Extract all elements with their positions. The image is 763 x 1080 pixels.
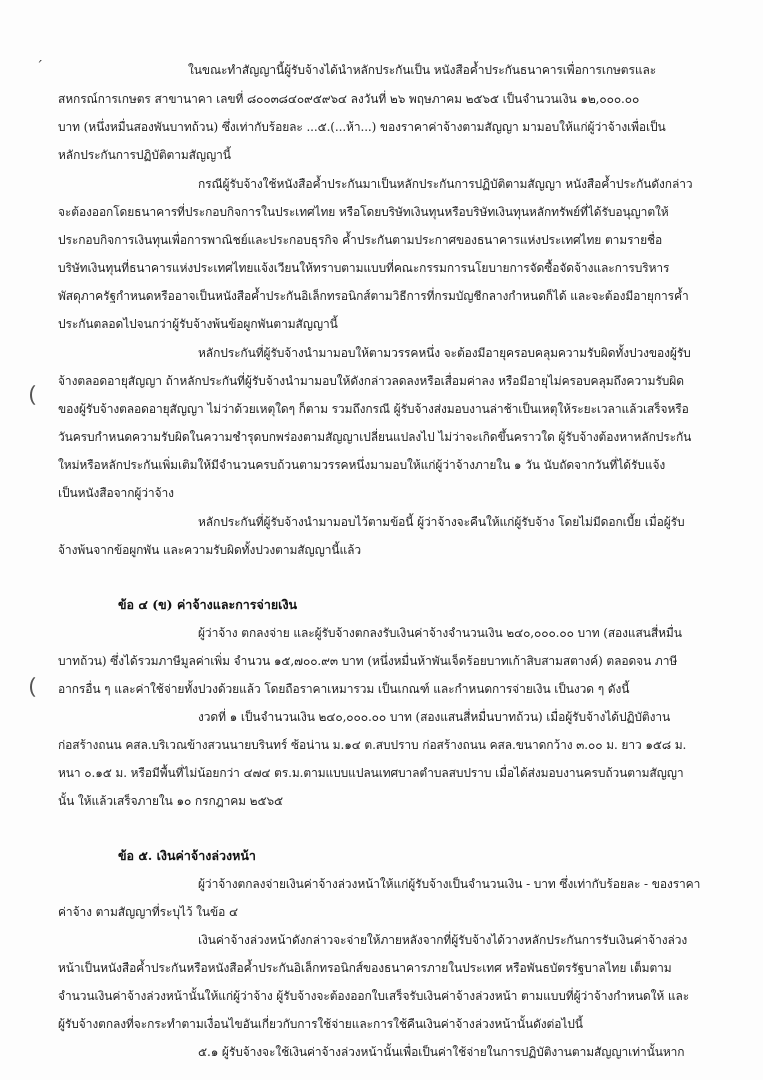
paragraph-3-line: ของผู้รับจ้างตลอดอายุสัญญา ไม่ว่าด้วยเหตุใดๆ ก็ตาม รวมถึงกรณี ผู้รับจ้างส่งมอบงานล่าช้าเป็นเหตุให้ระยะเวลาแล้วเสร็จหรือ	[58, 402, 689, 416]
paragraph-2-line: พัสดุภาครัฐกำหนดหรืออาจเป็นหนังสือค้ำประกันอิเล็กทรอนิกส์ตามวิธีการที่กรมบัญชีกลางกำหนดก็ได้ และจะต้องมีอายุการค้ำ	[58, 289, 689, 303]
paragraph-8-line: หน้าเป็นหนังสือค้ำประกันหรือหนังสือค้ำประกันอิเล็กทรอนิกส์ของธนาคารภายในประเทศ หรือพันธบัตรรัฐบาลไทย เต็มตาม	[58, 961, 672, 975]
paragraph-1-line: ในขณะทำสัญญานี้ผู้รับจ้างได้นำหลักประกันเป็น หนังสือค้ำประกันธนาคารเพื่อการเกษตรและ	[188, 63, 657, 77]
paragraph-9-line: ๕.๑ ผู้รับจ้างจะใช้เงินค่าจ้างล่วงหน้านั้นเพื่อเป็นค่าใช้จ่ายในการปฏิบัติงานตามสัญญาเท่านั้นหาก	[198, 1045, 685, 1059]
paragraph-1-line: หลักประกันการปฏิบัติตามสัญญานี้	[58, 148, 231, 162]
paragraph-4-line: จ้างพ้นจากข้อผูกพัน และความรับผิดทั้งปวงตามสัญญานี้แล้ว	[58, 543, 362, 557]
paragraph-3-line: วันครบกำหนดความรับผิดในความชำรุดบกพร่องตามสัญญาเปลี่ยนแปลงไป ไม่ว่าจะเกิดขึ้นคราวใด ผู้รับจ้างต้องหาหลักประกัน	[58, 430, 692, 444]
paragraph-1-line: สหกรณ์การเกษตร สาขานาคา เลขที่ ๘๐๐๓๘๔๐๙๕๙๖๔ ลงวันที่ ๒๖ พฤษภาคม ๒๕๖๕ เป็นจำนวนเงิน ๑๒,๐๐๐.๐๐	[58, 92, 640, 106]
section-heading-5: ข้อ ๕. เงินค่าจ้างล่วงหน้า	[118, 848, 256, 863]
punch-hole-lower	[30, 675, 48, 699]
paragraph-6-line: หนา ๐.๑๕ ม. หรือมีพื้นที่ไม่น้อยกว่า ๔๗๔ ตร.ม.ตามแบบแปลนเทศบาลตำบลสบปราบ เมื่อได้ส่งมอบงานครบถ้วนตามสัญญา	[58, 766, 684, 780]
paragraph-5-line: ผู้ว่าจ้าง ตกลงจ่าย และผู้รับจ้างตกลงรับเงินค่าจ้างจำนวนเงิน ๒๔๐,๐๐๐.๐๐ บาท (สองแสนสี่หมื่น	[198, 626, 682, 640]
paragraph-8-line: จำนวนเงินค่าจ้างล่วงหน้านั้นให้แก่ผู้ว่าจ้าง ผู้รับจ้างจะต้องออกใบเสร็จรับเงินค่าจ้างล่วงหน้า ตามแบบที่ผู้ว่าจ้างกำหนดให้ และ	[58, 989, 690, 1003]
paragraph-7-line: ผู้ว่าจ้างตกลงจ่ายเงินค่าจ้างล่วงหน้าให้แก่ผู้รับจ้างเป็นจำนวนเงิน - บาท ซึ่งเท่ากับร้อยละ - ของราคา	[198, 877, 701, 891]
paragraph-5-line: อากรอื่น ๆ และค่าใช้จ่ายทั้งปวงด้วยแล้ว โดยถือราคาเหมารวม เป็นเกณฑ์ และกำหนดการจ่ายเงิน เป็นงวด ๆ ดังนี้	[58, 682, 630, 696]
paragraph-2-line: กรณีผู้รับจ้างใช้หนังสือค้ำประกันมาเป็นหลักประกันการปฏิบัติตามสัญญา หนังสือค้ำประกันดังกล่าว	[198, 177, 693, 191]
paragraph-1-line: บาท (หนึ่งหมื่นสองพันบาทถ้วน) ซึ่งเท่ากับร้อยละ ...๕.(...ห้า...) ของราคาค่าจ้างตามสัญญา มามอบให้แก่ผู้ว่าจ้างเพื่อเป็น	[58, 120, 666, 134]
paragraph-2-line: จะต้องออกโดยธนาคารที่ประกอบกิจการในประเทศไทย หรือโดยบริษัทเงินทุนหรือบริษัทเงินทุนหลักทรัพย์ที่ได้รับอนุญาตให้	[58, 205, 669, 219]
paragraph-6-line: งวดที่ ๑ เป็นจำนวนเงิน ๒๔๐,๐๐๐.๐๐ บาท (สองแสนสี่หมื่นบาทถ้วน) เมื่อผู้รับจ้างได้ปฏิบัติงาน	[198, 710, 671, 724]
paragraph-7-line: ค่าจ้าง ตามสัญญาที่ระบุไว้ ในข้อ ๔	[58, 905, 238, 919]
paragraph-3-line: จ้างตลอดอายุสัญญา ถ้าหลักประกันที่ผู้รับจ้างนำมามอบให้ดังกล่าวลดลงหรือเสื่อมค่าลง หรือมีอายุไม่ครอบคลุมถึงความรับผิด	[58, 374, 684, 388]
punch-hole-upper	[30, 383, 48, 407]
paragraph-2-line: ประกอบกิจการเงินทุนเพื่อการพาณิชย์และประกอบธุรกิจ ค้ำประกันตามประกาศของธนาคารแห่งประเทศไทย ตามรายชื่อ	[58, 233, 663, 247]
paragraph-6-line: นั้น ให้แล้วเสร็จภายใน ๑๐ กรกฎาคม ๒๕๖๕	[58, 794, 283, 808]
paragraph-4-line: หลักประกันที่ผู้รับจ้างนำมามอบไว้ตามข้อนี้ ผู้ว่าจ้างจะคืนให้แก่ผู้รับจ้าง โดยไม่มีดอกเบี้ย เมื่อผู้รับ	[198, 515, 685, 529]
section-heading-4: ข้อ ๔ (ข) ค่าจ้างและการจ่ายเงิน	[118, 597, 298, 612]
paragraph-3-line: หลักประกันที่ผู้รับจ้างนำมามอบให้ตามวรรคหนึ่ง จะต้องมีอายุครอบคลุมความรับผิดทั้งปวงของผู้รับ	[198, 346, 691, 360]
paragraph-5-line: บาทถ้วน) ซึ่งได้รวมภาษีมูลค่าเพิ่ม จำนวน ๑๕,๗๐๐.๙๓ บาท (หนึ่งหมื่นห้าพันเจ็ดร้อยบาทเก้าสิบสามสตางค์) ตลอดจน ภาษี	[58, 654, 678, 668]
paragraph-6-line: ก่อสร้างถนน คสล.บริเวณข้างสวนนายบรินทร์ ซ้อน่าน ม.๑๔ ต.สบปราบ ก่อสร้างถนน คสล.ขนาดกว้าง ๓.๐๐ ม. ยาว ๑๕๘ ม.	[58, 738, 687, 752]
paragraph-8-line: ผู้รับจ้างตกลงที่จะกระทำตามเงื่อนไขอันเกี่ยวกับการใช้จ่ายและการใช้คืนเงินค่าจ้างล่วงหน้านั้นดังต่อไปนี้	[58, 1017, 583, 1031]
paragraph-3-line: เป็นหนังสือจากผู้ว่าจ้าง	[58, 486, 174, 500]
scan-mark: ˊ	[36, 59, 43, 75]
paragraph-8-line: เงินค่าจ้างล่วงหน้าดังกล่าวจะจ่ายให้ภายหลังจากที่ผู้รับจ้างได้วางหลักประกันการรับเงินค่าจ้างล่วง	[198, 933, 688, 947]
paragraph-3-line: ใหม่หรือหลักประกันเพิ่มเติมให้มีจำนวนครบถ้วนตามวรรคหนึ่งมามอบให้แก่ผู้ว่าจ้างภายใน ๑ วัน นับถัดจากวันที่ได้รับแจ้ง	[58, 458, 666, 472]
paragraph-2-line: บริษัทเงินทุนที่ธนาคารแห่งประเทศไทยแจ้งเวียนให้ทราบตามแบบที่คณะกรรมการนโยบายการจัดซื้อจัดจ้างและการบริหาร	[58, 261, 670, 275]
paragraph-2-line: ประกันตลอดไปจนกว่าผู้รับจ้างพ้นข้อผูกพันตามสัญญานี้	[58, 317, 338, 331]
